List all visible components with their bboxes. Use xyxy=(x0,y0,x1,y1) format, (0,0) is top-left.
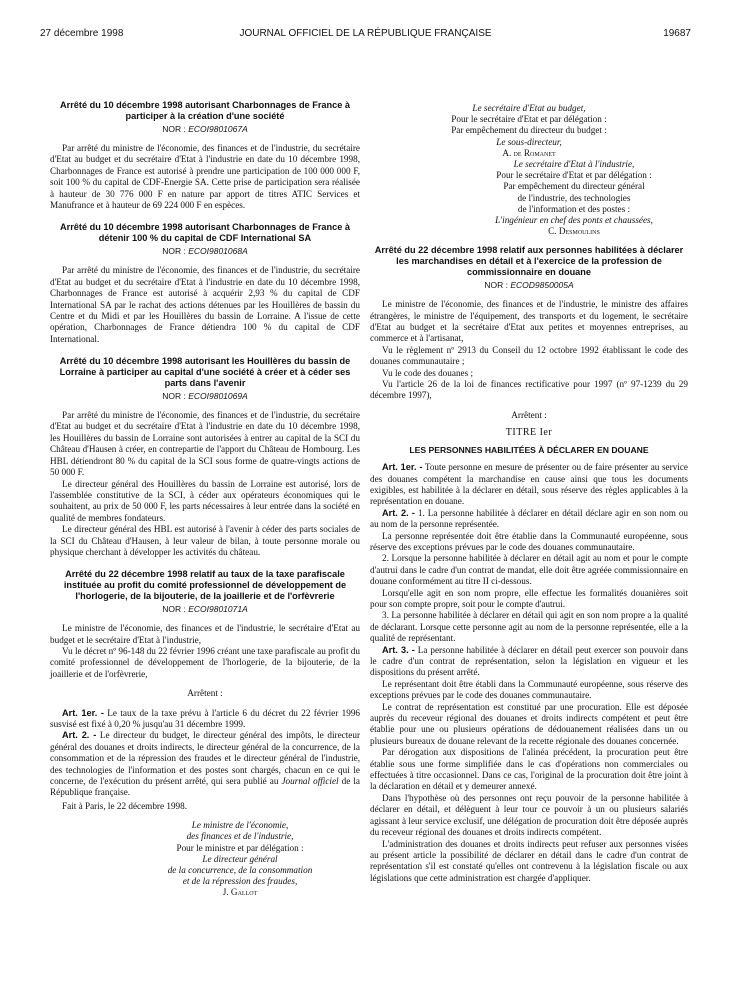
page-number: 19687 xyxy=(663,28,691,39)
article-title: Arrêté du 22 décembre 1998 relatif au taux de la taxe parafiscale instituée au profit du comité professionnel de développement de l'horlogerie, de la bijouterie, de la joaillerie et de l'orfèvrerie xyxy=(63,569,347,601)
article-1: Art. 1er. - Toute personne en mesure de présenter ou de faire présenter au service des douanes compétent la marchandise en cause ainsi que tous les documents exigibles, est habilitée à la déclarer en détail, sous réserve des règles applicables à la représentation en douane. xyxy=(370,462,688,507)
signatory-name: J. Gallot xyxy=(222,887,258,898)
nor-reference: NOR : ECOI9801071A xyxy=(162,603,248,614)
signatory-name: A. de Romanet xyxy=(502,147,556,158)
signature-line: de l'industrie, des technologies xyxy=(517,192,631,203)
titre-heading: TITRE Ier xyxy=(505,427,553,439)
paragraph: Par arrêté du ministre de l'économie, des finances et de l'industrie, du secrétaire d'Etat au budget et du secrétaire d'Etat à l'industrie en date du 10 décembre 1998, Charbonnages de France est autorisé à acquérir 2,93 % du capital de CDF International SA par le rachat des actions détenues par les Houillères de bassin du Centre et du Midi et par les Houillères du bassin de Lorraine. A l'issue de cette opération, Charbonnages de France détiendra 100 % du capital de CDF International. xyxy=(50,265,360,344)
page-header xyxy=(0,0,731,48)
paragraph: Vu l'article 26 de la loi de finances rectificative pour 1997 (nº 97-1239 du 29 décembre 1997), xyxy=(370,379,688,401)
signature-line: Par empêchement du directeur du budget : xyxy=(451,125,607,136)
signatory-name: C. Desmoulins xyxy=(548,226,600,237)
nor-reference: NOR : ECOI9801068A xyxy=(162,246,248,257)
paragraph: Le contrat de représentation est constitué par une procuration. Elle est déposée auprès du receveur régional des douanes et droits indirects compétent et peut être établie pour une ou plusieurs opérations de dédouanement réalisées dans un ou plusieurs bureaux de douane relevant de la recette régionale des douanes concernée. xyxy=(370,701,688,746)
paragraph: Vu le code des douanes ; xyxy=(382,367,474,378)
paragraph: Le ministre de l'économie, des finances et de l'industrie, le secrétaire d'Etat au budget et le secrétaire d'Etat à l'industrie, xyxy=(50,623,360,645)
signature-line: L'ingénieur en chef des ponts et chaussées, xyxy=(495,215,653,226)
signature-line: Le ministre de l'économie, xyxy=(191,820,289,831)
paragraph: La personne représentée doit être établie dans la Communauté européenne, sous réserve des exceptions prévues par le code des douanes communautaire. xyxy=(370,530,688,552)
article-title: Arrêté du 10 décembre 1998 autorisant Charbonnages de France à participer à la création d'une société xyxy=(59,100,351,121)
paragraph: Par arrêté du ministre de l'économie, des finances et de l'industrie, du secrétaire d'Etat au budget et du secrétaire d'Etat à l'industrie en date du 10 décembre 1998, Charbonnages de France est autorisé à prendre une participation de 100 000 000 F, soit 100 % du capital de CDF-Energie SA. Cette prise de participation sera réalisée à hauteur de 30 776 000 F en nature par apport de titres ATIC Services et Manufrance et à hauteur de 69 224 000 F en espèces. xyxy=(50,143,360,211)
right-column xyxy=(370,103,688,884)
paragraph: Le ministre de l'économie, des finances et de l'industrie, le ministre des affaires étrangères, le ministre de l'équipement, des transports et du logement, le secrétaire d'Etat au budget et la secrétaire d'Etat aux petites et moyennes entreprises, au commerce et à l'artisanat, xyxy=(370,299,688,344)
paragraph: Vu le règlement nº 2913 du Conseil du 12 octobre 1992 établissant le code des douanes communautaire ; xyxy=(370,344,688,367)
paragraph: Le représentant doit être établi dans la Communauté européenne, sous réserve des exceptions prévues par le code des douanes communautaire. xyxy=(370,678,688,701)
journal-title: JOURNAL OFFICIEL DE LA RÉPUBLIQUE FRANÇAISE xyxy=(239,28,492,39)
article-1: Art. 1er. - Le taux de la taxe prévu à l'article 6 du décret du 22 février 1996 susvisé est fixé à 0,20 % jusqu'au 31 décembre 1999. xyxy=(50,707,361,729)
signature-line: Par empêchement du directeur général xyxy=(503,181,645,192)
arretent: Arrêtent : xyxy=(511,409,547,420)
article-2: Art. 2. - 1. La personne habilitée à déclarer en détail déclare agir en son nom ou au nom de la personne représentée. xyxy=(370,507,689,530)
paragraph: Lorsqu'elle agit en son nom propre, elle effectue les formalités douanières soit pour son compte propre, soit pour le compte d'autrui. xyxy=(370,587,688,609)
paragraph: Par dérogation aux dispositions de l'alinéa précédent, la procuration peut être établie sous une forme simplifiée dans le cas d'opérations non commerciales ou effectuées à titre occasionnel. Dans ce cas, l'original de la procuration doit être joint à la déclaration en détail et y demeurer annexé. xyxy=(370,747,688,792)
header-date: 27 décembre 1998 xyxy=(40,28,124,39)
signature-line: et de la répression des fraudes, xyxy=(182,876,298,887)
paragraph: L'administration des douanes et droits indirects peut refuser aux personnes visées au présent article la possibilité de déclarer en détail dans le cadre d'un contrat de représentation s'il est constaté qu'elles ont contrevenu à la législation fiscale ou aux législations que cette administration est chargée d'appliquer. xyxy=(370,838,688,883)
paragraph: Le directeur général des HBL est autorisé à l'avenir à céder des parts sociales de la SCI du Château d'Hausen, à leur valeur de bilan, à toute personne morale ou physique cherchant à développer les activités du château. xyxy=(50,524,360,557)
paragraph: 3. La personne habilitée à déclarer en détail qui agit en son nom propre a la qualité de déclarant. Lorsque cette personne agit au nom de la personne représentée, elle a la qualité de représentant. xyxy=(370,610,688,644)
left-column xyxy=(50,100,360,899)
article-3: Art. 3. - La personne habilitée à déclarer en détail peut exercer son pouvoir dans le cadre d'un contrat de représentation, selon la législation en vigueur et les dispositions du présent arrêté. xyxy=(370,644,688,678)
article-title: Arrêté du 22 décembre 1998 relatif aux personnes habilitées à déclarer les marchandises en détail et à l'exercice de la profession de commissionnaire en douane xyxy=(374,245,684,278)
article-2: Art. 2. - Le directeur du budget, le directeur général des impôts, le directeur général des douanes et droits indirects, le directeur général de la concurrence, de la consommation et de la répression des fraudes et le directeur général de l'industrie, des technologies de l'information et des postes sont chargés, chacun en ce qui le concerne, de l'exécution du présent arrêté, qui sera publié au Journal officiel de la République française. xyxy=(50,730,361,798)
section-heading: LES PERSONNES HABILITÉES À DÉCLARER EN DOUANE xyxy=(409,444,649,455)
signature-line: Le sous-directeur, xyxy=(496,136,562,147)
fait-a-paris: Fait à Paris, le 22 décembre 1998. xyxy=(62,800,188,811)
arretent: Arrêtent : xyxy=(187,688,223,699)
signature-line: de l'information et des postes : xyxy=(517,203,631,214)
nor-reference: NOR : ECOI9801069A xyxy=(162,390,248,401)
paragraph: 2. Lorsque la personne habilitée à déclarer en détail agit au nom et pour le compte d'autrui dans le cadre d'un contrat de mandat, elle doit être agréée commissionnaire en douane conformément au titre II ci-dessous. xyxy=(370,553,688,587)
article-title: Arrêté du 10 décembre 1998 autorisant les Houillères du bassin de Lorraine à participer au capital d'une société à créer et à céder ses parts dans l'avenir xyxy=(59,356,351,388)
paragraph: Par arrêté du ministre de l'économie, des finances et de l'industrie, du secrétaire d'Etat au budget et du secrétaire d'Etat à l'industrie en date du 10 décembre 1998, les Houillères du bassin de Lorraine sont autorisées à entrer au capital de la SCI du Château d'Hausen à créer, en contrepartie de l'apport du Château de Hombourg. Les HBL détiendront 80 % du capital de la SCI sous forme de quatre-vingts actions de 50 000 F. xyxy=(50,410,360,478)
signature-line: Le secrétaire d'Etat au budget, xyxy=(472,103,586,113)
signature-line: Pour le secrétaire d'Etat et par délégation : xyxy=(496,170,652,181)
signature-line: Pour le secrétaire d'Etat et par délégation : xyxy=(451,114,607,125)
signature-line: des finances et de l'industrie, xyxy=(186,831,294,842)
signature-line: Le directeur général xyxy=(202,853,278,864)
signature-line: de la concurrence, de la consommation xyxy=(167,865,313,876)
nor-reference: NOR : ECOI9801067A xyxy=(162,123,248,134)
paragraph: Le directeur général des Houillères du bassin de Lorraine est autorisé, lors de l'assemblée constitutive de la SCI, à céder aux opérateurs économiques qui le souhaitent, au prix de 50 000 F, les parts nécessaires à leur entrée dans la société en qualité de membres fondateurs. xyxy=(50,478,360,523)
paragraph: Vu le décret nº 96-148 du 22 février 1996 créant une taxe parafiscale au profit du comité professionnel de développement de l'horlogerie, de la bijouterie, de la joaillerie et de l'orfèvrerie, xyxy=(50,645,360,679)
paragraph: Dans l'hypothèse où des personnes ont reçu pouvoir de la personne habilitée à déclarer en détail, et délèguent à leur tour ce pouvoir à un ou plusieurs salariés agissant à leur service exclusif, une délégation de procuration doit être déposée auprès du receveur régional des douanes et droits indirects compétent. xyxy=(370,792,688,838)
signature-line: Pour le ministre et par délégation : xyxy=(176,842,304,853)
signature-line: Le secrétaire d'Etat à l'industrie, xyxy=(513,159,635,170)
nor-reference: NOR : ECOD9850005A xyxy=(484,279,574,290)
article-title: Arrêté du 10 décembre 1998 autorisant Charbonnages de France à détenir 100 % du capital de CDF International SA xyxy=(59,222,351,244)
